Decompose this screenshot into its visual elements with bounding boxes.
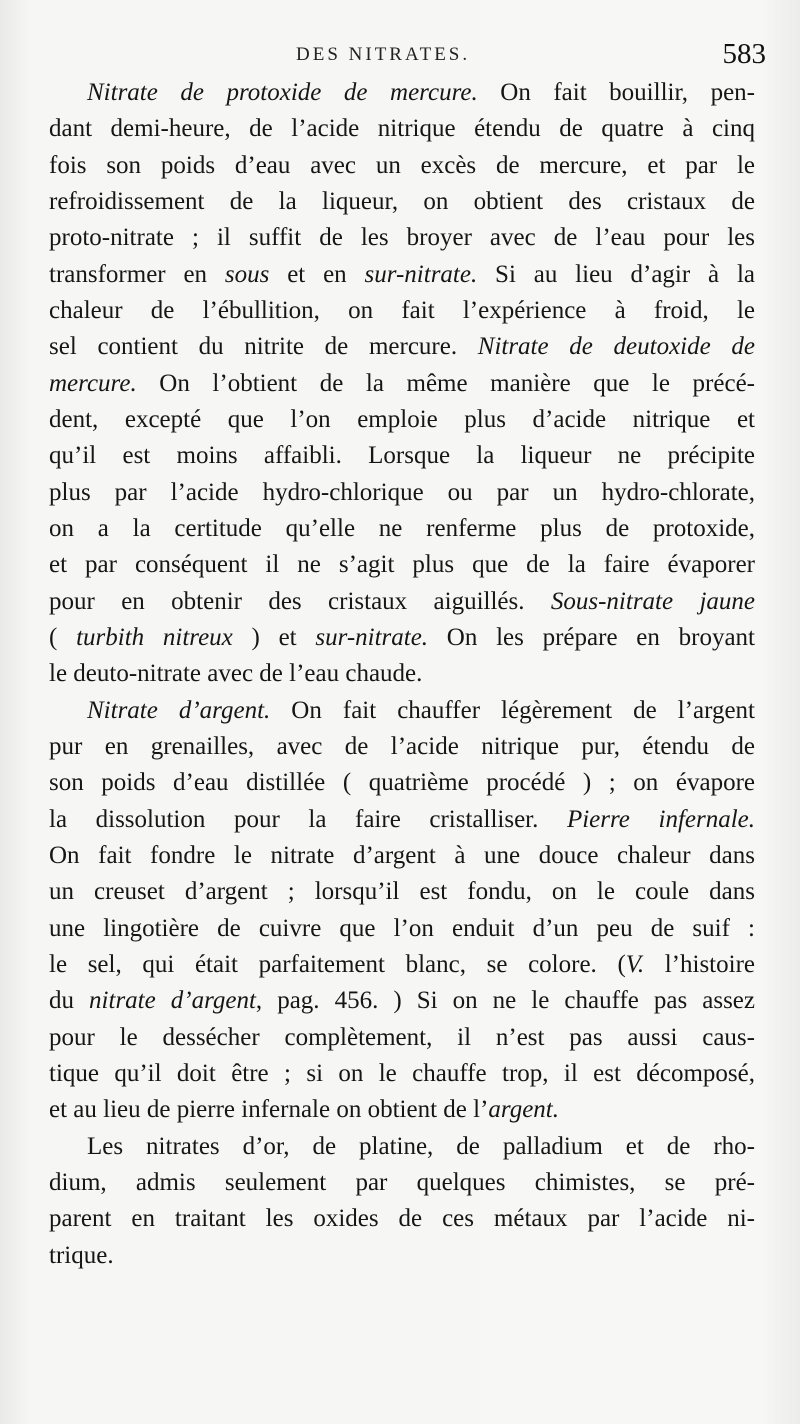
text-segment: la dissolution pour la faire cristalliser. xyxy=(49,805,567,833)
text-segment: dant demi-heure, de l’acide nitrique étendu de quatre à cinq xyxy=(49,115,755,143)
italic-text-segment: Nitrate de protoxide de mercure. xyxy=(87,79,478,106)
italic-text-segment: Sous-nitrate jaune xyxy=(550,587,756,615)
text-line xyxy=(49,111,755,147)
italic-text-segment: V. xyxy=(625,950,645,978)
text-segment: pur en grenailles, avec de l’acide nitrique pur, étendu de xyxy=(49,732,755,760)
text-line xyxy=(49,366,755,402)
body-text xyxy=(49,75,755,1274)
text-segment: , pag. 456. ) Si on ne le chauffe pas assez xyxy=(255,987,756,1015)
italic-text-segment: Nitrate de deutoxide de xyxy=(477,333,755,361)
text-segment: chaleur de l’ébullition, on fait l’expérience à froid, le xyxy=(49,296,755,324)
text-segment: trique. xyxy=(49,1241,114,1269)
text-segment: tique qu’il doit être ; si on le chauffe trop, il est décomposé, xyxy=(49,1059,755,1087)
page-number: 583 xyxy=(722,38,766,70)
running-title: DES NITRATES. xyxy=(296,44,471,65)
italic-text-segment: Nitrate d’argent. xyxy=(87,696,271,724)
text-line xyxy=(49,1238,755,1274)
text-line xyxy=(49,802,755,838)
text-segment: une lingotière de cuivre que l’on enduit d’un peu de suif : xyxy=(49,914,755,942)
text-line xyxy=(49,184,755,220)
text-line xyxy=(49,220,755,256)
text-segment: refroidissement de la liqueur, on obtient des cristaux de xyxy=(49,187,755,215)
text-segment: Les nitrates d’or, de platine, de palladium et de rho- xyxy=(87,1132,755,1160)
text-segment: son poids d’eau distillée ( quatrième procédé ) ; on évapore xyxy=(49,769,755,797)
italic-text-segment: sous xyxy=(224,260,270,288)
text-segment: qu’il est moins affaibli. Lorsque la liqueur ne précipite xyxy=(49,442,755,470)
text-segment: l’histoire xyxy=(644,950,755,978)
text-segment: parent en traitant les oxides de ces métaux par l’acide ni- xyxy=(49,1205,755,1233)
text-line xyxy=(49,874,755,910)
text-segment: transformer en xyxy=(49,260,225,288)
italic-text-segment: sur-nitrate. xyxy=(364,260,478,288)
text-line xyxy=(49,438,755,474)
text-segment: proto-nitrate ; il suffit de les broyer avec de l’eau pour les xyxy=(49,224,755,252)
text-segment: On fait chauffer légèrement de l’argent xyxy=(270,696,755,724)
text-line xyxy=(49,620,755,656)
text-segment: pour le dessécher complètement, il n’est pas aussi caus- xyxy=(49,1023,755,1051)
text-line xyxy=(49,257,755,293)
italic-text-segment: nitrate d’argent xyxy=(89,987,256,1015)
text-segment: et en xyxy=(269,260,365,288)
text-segment: dium, admis seulement par quelques chimistes, se pré- xyxy=(49,1168,755,1196)
text-segment: et au lieu de pierre infernale on obtient de l’ xyxy=(49,1096,489,1124)
text-segment: ( xyxy=(49,623,58,651)
text-line xyxy=(49,547,755,583)
text-line xyxy=(49,1056,755,1092)
text-line xyxy=(49,765,755,801)
text-segment: le sel, qui était parfaitement blanc, se colore. ( xyxy=(49,950,626,978)
text-segment: un creuset d’argent ; lorsqu’il est fondu, on le coule dans xyxy=(49,878,755,906)
text-segment: On l’obtient de la même manière que le précé- xyxy=(136,369,755,397)
text-line xyxy=(49,148,755,184)
text-line xyxy=(49,911,755,947)
italic-text-segment: sur-nitrate. xyxy=(315,623,429,651)
text-line xyxy=(49,75,755,111)
text-segment: du xyxy=(49,987,90,1015)
text-line xyxy=(49,1020,755,1056)
text-segment: le deuto-nitrate avec de l’eau chaude. xyxy=(49,660,423,688)
text-line xyxy=(49,293,755,329)
text-segment: fois son poids d’eau avec un excès de mercure, et par le xyxy=(49,151,755,179)
text-line xyxy=(49,402,755,438)
text-segment: On fait bouillir, pen- xyxy=(477,79,755,106)
text-line xyxy=(49,584,755,620)
italic-text-segment: Pierre infernale. xyxy=(566,805,756,833)
text-segment: pour en obtenir des cristaux aiguillés. xyxy=(49,587,551,615)
text-segment: plus par l’acide hydro-chlorique ou par un hydro-chlorate, xyxy=(49,478,755,506)
text-line xyxy=(49,729,755,765)
text-segment: on a la certitude qu’elle ne renferme plus de protoxide, xyxy=(49,514,755,542)
text-segment: et par conséquent il ne s’agit plus que de la faire évaporer xyxy=(49,551,755,579)
text-line xyxy=(49,1129,755,1165)
italic-text-segment: turbith nitreux xyxy=(57,623,233,651)
text-segment: ) et xyxy=(232,623,316,651)
text-segment: dent, excepté que l’on emploie plus d’acide nitrique et xyxy=(49,405,755,433)
text-line xyxy=(49,838,755,874)
text-line xyxy=(49,947,755,983)
text-segment: On les prépare en broyant xyxy=(428,623,755,651)
text-line xyxy=(49,475,755,511)
text-line xyxy=(49,1201,755,1237)
text-line xyxy=(49,983,755,1019)
text-line xyxy=(49,1092,755,1128)
text-segment: Si au lieu d’agir à la xyxy=(477,260,756,288)
text-line xyxy=(49,329,755,365)
text-segment: On fait fondre le nitrate d’argent à une douce chaleur dans xyxy=(49,841,755,869)
text-line xyxy=(49,1165,755,1201)
italic-text-segment: mercure. xyxy=(49,369,137,397)
text-line xyxy=(49,656,755,692)
text-line xyxy=(49,693,755,729)
text-segment: sel contient du nitrite de mercure. xyxy=(49,333,478,361)
italic-text-segment: argent. xyxy=(488,1096,559,1124)
text-line xyxy=(49,511,755,547)
